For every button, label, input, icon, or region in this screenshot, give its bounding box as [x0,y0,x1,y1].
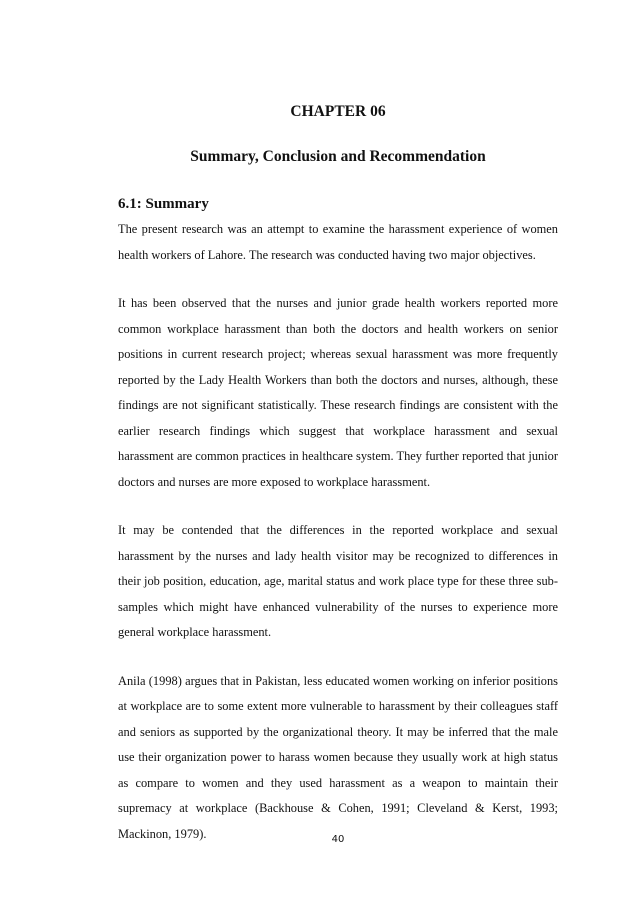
paragraph-3: It may be contended that the differences in the reported workplace and sexual harassment by the nurses and lady health visitor may be recognized to differences in their job position, education, age, marital status and work place type for these three sub-samples which might have enhanced vulnerability of the nurses to experience more general workplace harassment. [118,523,558,639]
body-text [118,217,558,870]
paragraph-1: The present research was an attempt to examine the harassment experience of women health workers of Lahore. The research was conducted having two major objectives. [118,222,558,262]
page-number: 40 [331,834,345,845]
chapter-title: Summary, Conclusion and Recommendation [190,148,486,165]
paragraph-2: It has been observed that the nurses and junior grade health workers reported more common workplace harassment than both the doctors and health workers on senior positions in current research project; whereas sexual harassment was more frequently reported by the Lady Health Workers than both the doctors and nurses, although, these findings are not significant statistically. These research findings are consistent with the earlier research findings which suggest that workplace harassment and sexual harassment are common practices in healthcare system. They further reported that junior doctors and nurses are more exposed to workplace harassment. [118,296,558,489]
section-heading: 6.1: Summary [118,196,209,212]
paragraph-4: Anila (1998) argues that in Pakistan, less educated women working on inferior positions at workplace are to some extent more vulnerable to harassment by their colleagues staff and seniors as supported by the organizational theory. It may be inferred that the male use their organization power to harass women because they usually work at high status as compare to women and they used harassment as a weapon to maintain their supremacy at workplace (Backhouse & Cohen, 1991; Cleveland & Kerst, 1993; Mackinon, 1979). [118,673,558,841]
chapter-heading: CHAPTER 06 [290,103,386,120]
